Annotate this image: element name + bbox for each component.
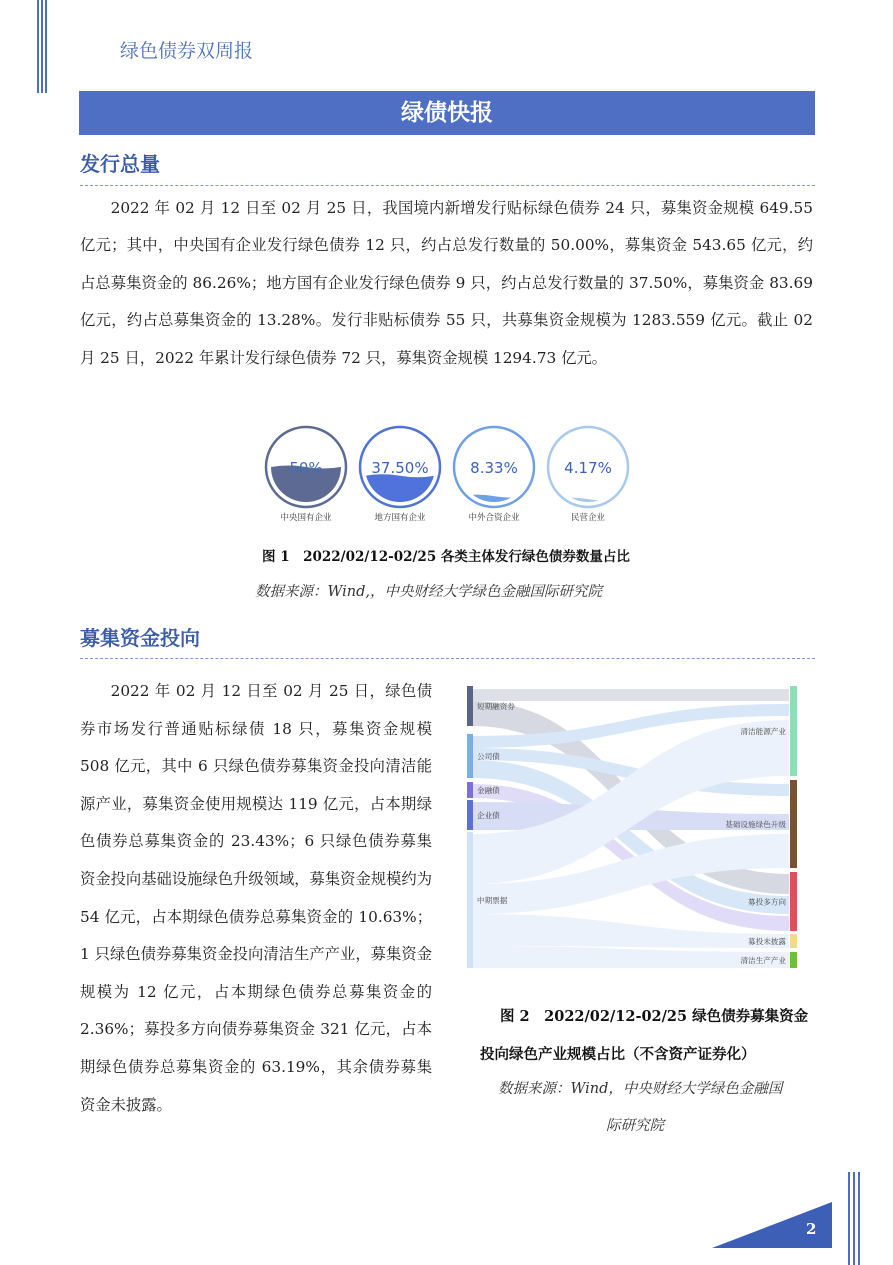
figure1-caption: 图 1 2022/02/12-02/25 各类主体发行绿色债券数量占比: [262, 549, 630, 565]
sankey-source-node: [467, 782, 473, 798]
sankey-target-label: 基础设施绿色升级: [725, 820, 786, 829]
gauge-label: 地方国有企业: [374, 513, 426, 523]
gauge-value: 4.17%: [564, 459, 612, 477]
sankey-source-node: [467, 686, 473, 726]
flow-short-to-clean: [471, 689, 789, 701]
figure2-caption-line1: 图 2 2022/02/12-02/25 绿色债券募集资金: [500, 1008, 809, 1025]
sankey-svg: [466, 684, 802, 972]
sankey-source-node: [467, 800, 473, 830]
sankey-target-label: 清洁生产产业: [740, 956, 786, 965]
sankey-target-node: [790, 952, 797, 968]
sankey-source-label: 短期融资券: [477, 702, 515, 711]
sankey-target-node: [790, 934, 797, 948]
sankey-target-label: 清洁能源产业: [740, 727, 786, 736]
sankey-target-label: 募投未披露: [748, 937, 786, 946]
sankey-source-label: 公司债: [477, 752, 500, 761]
gauge-svg: [262, 423, 642, 523]
gauge: [548, 427, 628, 507]
figure2-source-line2: 际研究院: [606, 1118, 664, 1134]
gauge-label: 中外合资企业: [468, 513, 520, 523]
sankey-source-label: 中期票据: [477, 896, 508, 905]
page-number: 2: [806, 1220, 817, 1238]
section-banner: 绿债快报: [79, 91, 815, 135]
gauge: [360, 427, 440, 507]
gauge-label: 民营企业: [570, 513, 605, 523]
sankey-source-label: 企业债: [477, 811, 500, 820]
sankey-source-label: 金融债: [477, 786, 500, 795]
gauge-value: 50%: [289, 459, 323, 477]
sankey-target-node: [790, 686, 797, 776]
sankey-source-node: [467, 832, 473, 968]
gauge-value: 8.33%: [470, 459, 518, 477]
section-title-fund-usage: 募集资金投向: [80, 626, 200, 650]
section-title-issuance: 发行总量: [80, 152, 160, 176]
gauge: [454, 427, 534, 507]
figure1-source: 数据来源：Wind,，中央财经大学绿色金融国际研究院: [255, 584, 603, 600]
gauge-value: 37.50%: [371, 459, 429, 477]
sankey-target-label: 募投多方向: [748, 897, 786, 907]
figure2-caption-line2: 投向绿色产业规模占比（不含资产证券化）: [480, 1046, 756, 1063]
fund-usage-paragraph: 2022 年 02 月 12 日至 02 月 25 日，绿色债券市场发行普通贴标绿债 18 只，募集资金规模 508 亿元，其中 6 只绿色债券募集资金投向清洁能源产业，募集资金使用规模达 119 亿元，占本期绿色债券总募集资金的 23.43%；6 只绿色债券募集资金投向基础设施绿色升级领域，募集资金规模约为 54 亿元，占本期绿色债券总募集资金的 10.63%；1 只绿色债券募集资金投向清洁生产产业，募集资金规模为 12 亿元，占本期绿色债券总募集资金的 2.36%；募投多方向债券募集资金 321 亿元，占本期绿色债券总募集资金的 63.19%，其余债券募集资金未披露。: [80, 682, 432, 1114]
gauge-label: 中央国有企业: [280, 513, 332, 523]
figure2-source-line1: 数据来源：Wind，中央财经大学绿色金融国: [498, 1081, 783, 1097]
sankey-target-node: [790, 780, 797, 868]
issuance-paragraph: 2022 年 02 月 12 日至 02 月 25 日，我国境内新增发行贴标绿色债券 24 只，募集资金规模 649.55 亿元；其中，中央国有企业发行绿色债券 12 只，约占总发行数量的 50.00%，募集资金 543.65 亿元，约占总募集资金的 86.26%；地方国有企业发行绿色债券 9 只，约占总发行数量的 37.50%，募集资金 83.69 亿元，约占总募集资金的 13.28%。发行非贴标债券 55 只，共募集资金规模为 1283.559 亿元。截止 02 月 25 日，2022 年累计发行绿色债券 72 只，募集资金规模 1294.73 亿元。: [80, 199, 813, 367]
sankey-chart: [466, 684, 802, 972]
gauge: [266, 427, 346, 507]
sankey-target-node: [790, 872, 797, 931]
divider: [80, 185, 815, 186]
report-title: 绿色债券双周报: [120, 40, 254, 62]
divider: [80, 658, 815, 659]
sankey-source-node: [467, 734, 473, 778]
gauge-chart: [262, 423, 642, 523]
